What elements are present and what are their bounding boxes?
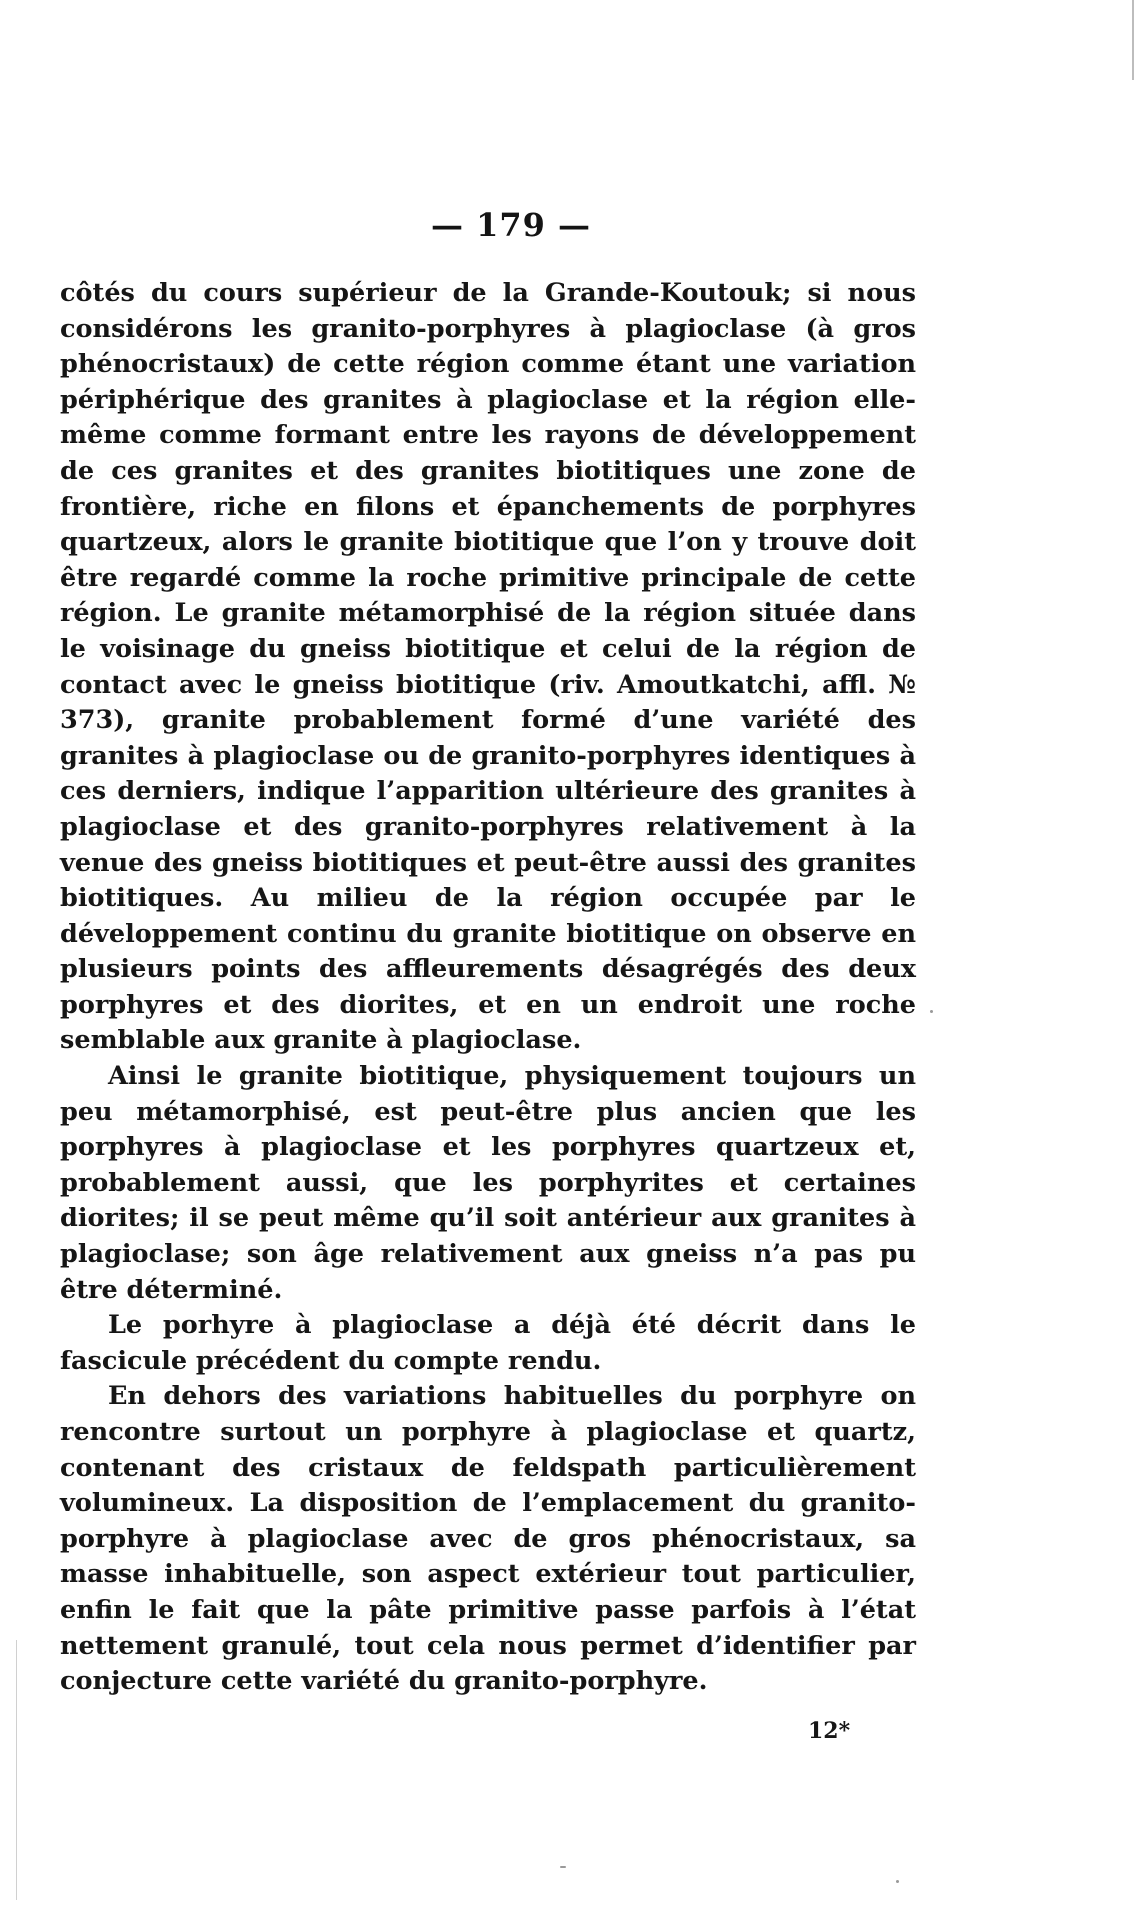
paragraph-3: Le porhyre à plagioclase a déjà été décrit dans le fascicule précédent du compte rendu. xyxy=(60,1310,916,1376)
scan-speck xyxy=(560,1866,566,1868)
scan-speck xyxy=(896,1880,899,1883)
scan-edge-right xyxy=(1132,0,1134,80)
page-number: — 179 — xyxy=(430,206,592,244)
scan-speck xyxy=(930,1010,933,1013)
signature-mark: 12* xyxy=(808,1718,851,1744)
paragraph-4: En dehors des variations habituelles du porphyre on rencontre surtout un porphyre à plagioclase et quartz, contenant des cristaux de feldspath particulièrement volumineux. La disposition de l’emplacement du granito-porphyre à plagioclase avec de gros phénocristaux, sa masse inhabituelle, son aspect extérieur tout particulier, enfin le fait que la pâte primitive passe parfois à l’état nettement granulé, tout cela nous permet d’identifier par conjecture cette variété du granito-porphyre. xyxy=(60,1381,916,1697)
paragraph-1: côtés du cours supérieur de la Grande-Koutouk; si nous considérons les granito-porphyres à plagioclase (à gros phénocristaux) de cette région comme étant une variation périphérique des granites à plagioclase et la région elle-même comme formant entre les rayons de développement de ces granites et des granites biotitiques une zone de frontière, riche en filons et épanchements de porphyres quartzeux, alors le granite biotitique que l’on y trouve doit être regardé comme la roche primitive principale de cette région. Le granite métamorphisé de la région située dans le voisinage du gneiss biotitique et celui de la région de contact avec le gneiss biotitique (riv. Amoutkatchi, affl. № 373), granite probablement formé d’une variété des granites à plagioclase ou de granito-porphyres identiques à ces derniers, indique l’apparition ultérieure des granites à plagioclase et des granito-porphyres relativement à la venue des gneiss biotitiques et peut-être aussi des granites biotitiques. Au milieu de la région occupée par le développement continu du granite biotitique on observe en plusieurs points des affleurements désagrégés des deux porphyres et des diorites, et en un endroit une roche semblable aux granite à plagioclase. xyxy=(60,278,916,1056)
paragraph-2: Ainsi le granite biotitique, physiquement toujours un peu métamorphisé, est peut-être plus ancien que les porphyres à plagioclase et les porphyres quartzeux et, probablement aussi, que les porphyrites et certaines diorites; il se peut même qu’il soit antérieur aux granites à plagioclase; son âge relativement aux gneiss n’a pas pu être déterminé. xyxy=(60,1061,916,1305)
scan-edge-left xyxy=(16,1640,17,1900)
body-text xyxy=(60,276,916,1700)
